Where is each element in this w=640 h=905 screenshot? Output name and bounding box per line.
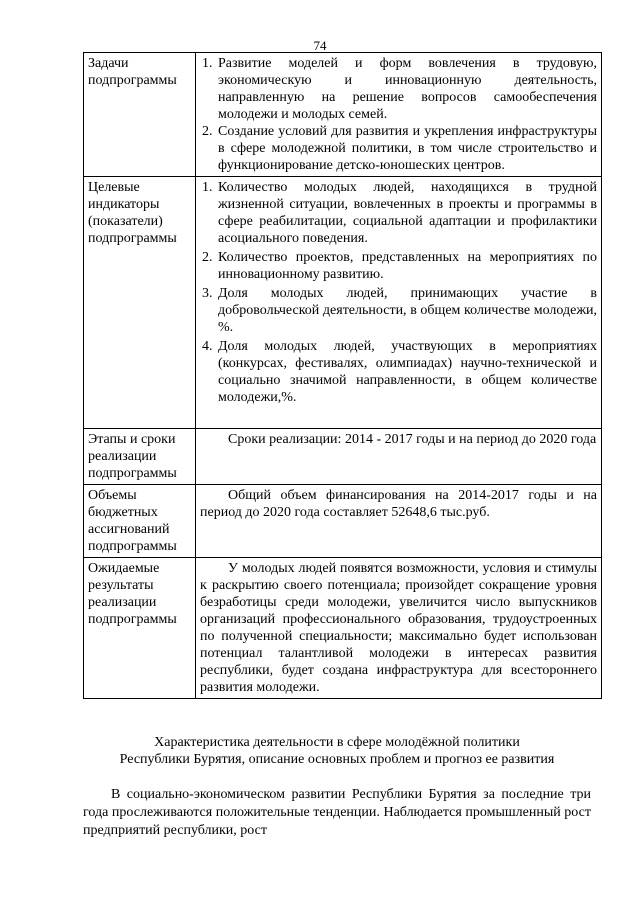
row-text: У молодых людей появятся возможности, условия и стимулы к раскрытию своего потенциала; произойдет сокращение уровня безработицы среди молодежи, увеличится число выпускников организаций профессионального образования, трудоустроенных по полученной специальности; максимально будет использован потенциал талантливой молодежи в интересах развития республики, будет создана инфраструктура для всестороннего развития молодежи.: [200, 561, 597, 695]
tasks-list: [200, 55, 597, 174]
list-item: 3. Доля молодых людей, принимающих участие в добровольческой деятельности, в общем количестве молодежи, %.: [216, 285, 597, 336]
indicators-list: [200, 179, 597, 426]
row-content: [196, 429, 602, 485]
row-label: Целевые индикаторы (показатели) подпрограммы: [84, 177, 196, 429]
section-title-line2: Республики Бурятия, описание основных проблем и прогноз ее развития: [119, 752, 555, 767]
list-item: 1. Развитие моделей и форм вовлечения в трудовую, экономическую и инновационную деятельность, направленную на решение вопросов самообеспечения молодежи и молодых семей.: [216, 55, 597, 123]
table-row: [84, 558, 602, 699]
row-label: Задачи подпрограммы: [84, 53, 196, 177]
row-content: [196, 53, 602, 177]
row-content: [196, 177, 602, 429]
list-item: 4. Доля молодых людей, участвующих в мероприятиях (конкурсах, фестивалях, олимпиадах) научно-технической и социально значимой направленности, в общем количестве молодежи,%.: [216, 338, 597, 406]
section-title-line1: Характеристика деятельности в сфере молодёжной политики: [154, 735, 520, 750]
row-content: [196, 485, 602, 558]
table-row: [84, 177, 602, 429]
row-label: Объемы бюджетных ассигнований подпрограммы: [84, 485, 196, 558]
row-text: Сроки реализации: 2014 - 2017 годы и на период до 2020 года: [228, 432, 597, 447]
page-number: 74: [313, 38, 327, 53]
table-row: [84, 429, 602, 485]
subprogram-passport-table: [83, 52, 602, 699]
list-item: 1. Количество молодых людей, находящихся в трудной жизненной ситуации, вовлеченных в проекты и программы в сфере реабилитации, социальной адаптации и профилактики асоциального поведения.: [216, 179, 597, 247]
list-item: 2. Количество проектов, представленных на мероприятиях по инновационному развитию.: [216, 249, 597, 283]
row-label: Этапы и сроки реализации подпрограммы: [84, 429, 196, 485]
row-label: Ожидаемые результаты реализации подпрограммы: [84, 558, 196, 699]
list-item: 2. Создание условий для развития и укрепления инфраструктуры в сфере молодежной политики, в том числе строительство и функционирование детско-юношеских центров.: [216, 123, 597, 174]
row-text: Общий объем финансирования на 2014-2017 годы и на период до 2020 года составляет 52648,6 тыс.руб.: [200, 488, 597, 520]
body-paragraph: В социально-экономическом развитии Республики Бурятия за последние три года прослеживаются положительные тенденции. Наблюдается промышленный рост предприятий республики, рост: [83, 787, 591, 838]
table-row: [84, 53, 602, 177]
row-content: [196, 558, 602, 699]
section-title: [83, 734, 591, 768]
table-row: [84, 485, 602, 558]
